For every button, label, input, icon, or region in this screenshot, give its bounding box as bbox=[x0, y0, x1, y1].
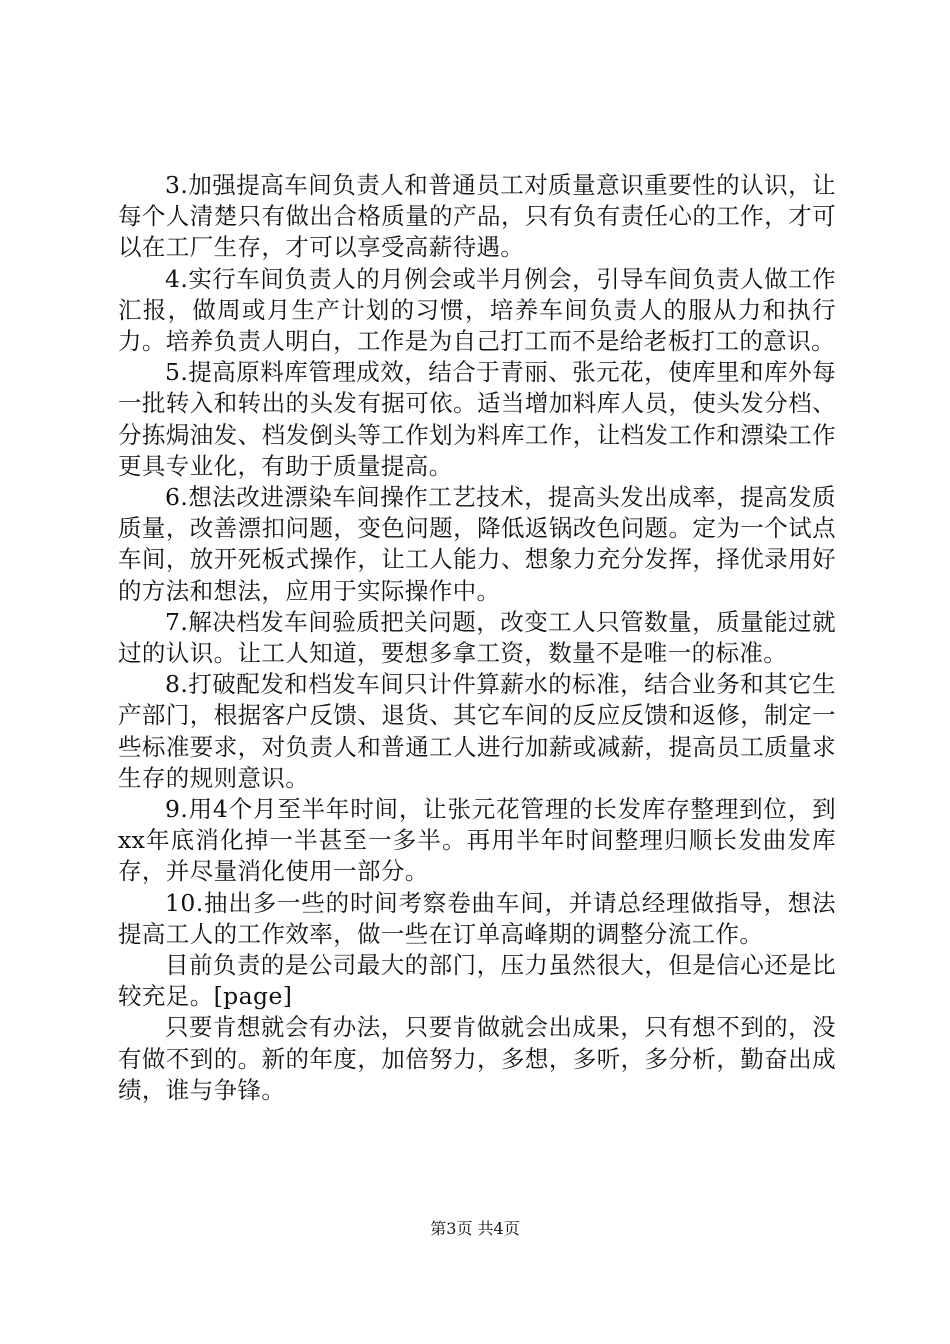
paragraph-item-7: 7.解决档发车间验质把关问题，改变工人只管数量，质量能过就过的认识。让工人知道，要想多拿工资，数量不是唯一的标准。 bbox=[118, 607, 836, 668]
paragraph-item-5: 5.提高原料库管理成效，结合于青丽、张元花，使库里和库外每一批转入和转出的头发有据可依。适当增加料库人员，使头发分档、分拣焗油发、档发倒头等工作划为料库工作，让档发工作和漂染工作更具专业化，有助于质量提高。 bbox=[118, 358, 836, 480]
paragraph-item-3: 3.加强提高车间负责人和普通员工对质量意识重要性的认识，让每个人清楚只有做出合格质量的产品，只有负有责任心的工作，才可以在工厂生存，才可以享受高薪待遇。 bbox=[118, 171, 836, 262]
paragraph-item-4: 4.实行车间负责人的月例会或半月例会，引导车间负责人做工作汇报，做周或月生产计划的习惯，培养车间负责人的服从力和执行力。培养负责人明白，工作是为自己打工而不是给老板打工的意识。 bbox=[118, 264, 836, 356]
page-number-footer: 第3页 共4页 bbox=[430, 1219, 520, 1238]
paragraph-item-9: 9.用4个月至半年时间，让张元花管理的长发库存整理到位，到xx年底消化掉一半甚至一多半。再用半年时间整理归顺长发曲发库存，并尽量消化使用一部分。 bbox=[118, 795, 836, 886]
paragraph-closing-1: 目前负责的是公司最大的部门，压力虽然很大，但是信心还是比较充足。[page] bbox=[118, 951, 836, 1011]
paragraph-item-6: 6.想法改进漂染车间操作工艺技术，提高头发出成率，提高发质质量，改善漂扣问题，变色问题，降低返锅改色问题。定为一个试点车间，放开死板式操作，让工人能力、想象力充分发挥，择优录用好的方法和想法，应用于实际操作中。 bbox=[118, 483, 836, 605]
paragraph-closing-2: 只要肯想就会有办法，只要肯做就会出成果，只有想不到的，没有做不到的。新的年度，加倍努力，多想，多听，多分析，勤奋出成绩，谁与争锋。 bbox=[118, 1013, 836, 1104]
document-body bbox=[118, 170, 836, 1106]
paragraph-item-8: 8.打破配发和档发车间只计件算薪水的标准，结合业务和其它生产部门，根据客户反馈、退货、其它车间的反应反馈和返修，制定一些标准要求，对负责人和普通工人进行加薪或减薪，提高员工质量求生存的规则意识。 bbox=[118, 670, 836, 792]
paragraph-item-10: 10.抽出多一些的时间考察卷曲车间，并请总经理做指导，想法提高工人的工作效率，做一些在订单高峰期的调整分流工作。 bbox=[118, 888, 836, 948]
